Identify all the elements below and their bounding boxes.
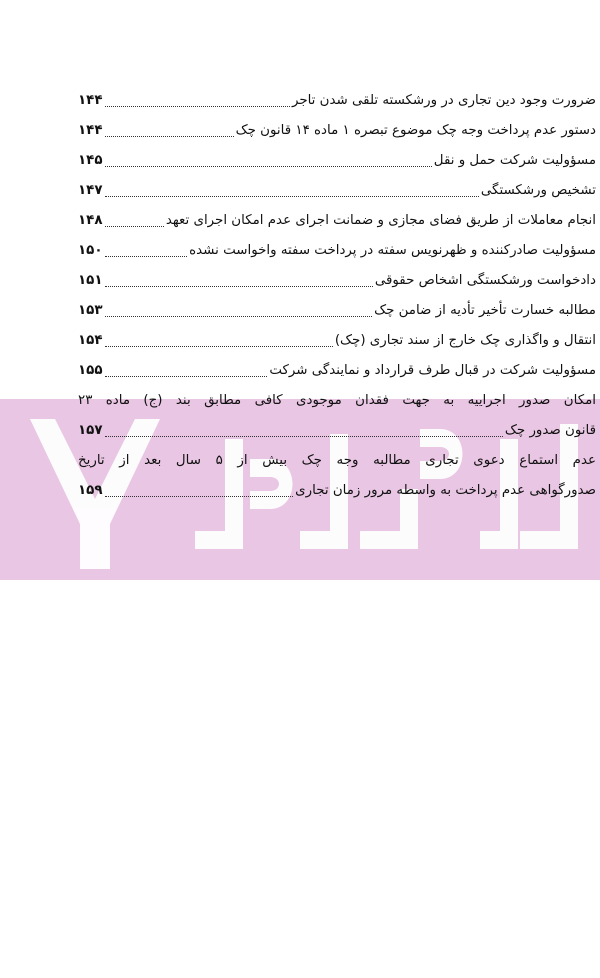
dot-leader	[105, 496, 294, 497]
toc-entry-page: ۱۴۷	[78, 183, 103, 198]
table-of-contents	[78, 86, 596, 506]
toc-entry	[78, 266, 596, 296]
dot-leader	[105, 226, 164, 227]
dot-leader	[105, 136, 234, 137]
toc-entry-title: انجام معاملات از طریق فضای مجازی و ضمانت اجرای عدم امکان اجرای تعهد	[165, 213, 596, 228]
toc-entry-title: ضرورت وجود دین تجاری در ورشکسته تلقی شدن تاجر	[291, 93, 596, 108]
toc-entry-page: ۱۵۳	[78, 303, 103, 318]
dot-leader	[105, 346, 333, 347]
dot-leader	[105, 286, 373, 287]
dot-leader	[105, 196, 479, 197]
toc-entry	[78, 416, 596, 446]
toc-entry-page: ۱۵۴	[78, 333, 103, 348]
toc-entry	[78, 176, 596, 206]
toc-entry-title: مسؤولیت شرکت حمل و نقل	[433, 153, 596, 168]
dot-leader	[105, 376, 268, 377]
toc-entry-title-line: عدم استماع دعوی تجاری مطالبه وجه چک بیش از ۵ سال بعد از تاریخ	[78, 453, 596, 468]
toc-entry	[78, 476, 596, 506]
dot-leader	[105, 166, 432, 167]
toc-entry	[78, 146, 596, 176]
toc-entry	[78, 206, 596, 236]
toc-entry	[78, 356, 596, 386]
toc-entry-title: مسؤولیت صادرکننده و ظهرنویس سفته در پرداخت سفته واخواست نشده	[189, 243, 596, 258]
toc-entry-page: ۱۵۹	[78, 483, 103, 498]
toc-entry	[78, 326, 596, 356]
toc-entry-page: ۱۵۱	[78, 273, 103, 288]
toc-entry	[78, 116, 596, 146]
toc-entry-title: مطالبه خسارت تأخیر تأدیه از ضامن چک	[374, 303, 596, 318]
dot-leader	[105, 316, 373, 317]
toc-entry	[78, 296, 596, 326]
toc-entry	[78, 236, 596, 266]
dot-leader	[105, 256, 188, 257]
toc-entry-page: ۱۴۴	[78, 93, 103, 108]
toc-entry-title: صدورگواهی عدم پرداخت به واسطه مرور زمان تجاری	[295, 483, 596, 498]
toc-entry-title: دستور عدم پرداخت وجه چک موضوع تبصره ۱ ماده ۱۴ قانون چک	[235, 123, 596, 138]
dot-leader	[105, 436, 503, 437]
toc-entry-title-line: امکان صدور اجراییه به جهت فقدان موجودی کافی مطابق بند (ج) ماده ۲۳	[78, 393, 596, 408]
toc-entry	[78, 86, 596, 116]
toc-entry-title: تشخیص ورشکستگی	[480, 183, 596, 198]
toc-entry-page: ۱۵۷	[78, 423, 103, 438]
toc-entry-page: ۱۵۰	[78, 243, 103, 258]
toc-entry-title: مسؤولیت شرکت در قبال طرف قرارداد و نمایندگی شرکت	[269, 363, 596, 378]
dot-leader	[105, 106, 290, 107]
toc-entry-title: قانون صدور چک	[504, 423, 596, 438]
toc-entry-page: ۱۴۸	[78, 213, 103, 228]
toc-entry-title: دادخواست ورشکستگی اشخاص حقوقی	[374, 273, 596, 288]
toc-entry-page: ۱۵۵	[78, 363, 103, 378]
toc-entry-title: انتقال و واگذاری چک خارج از سند تجاری (چک)	[334, 333, 596, 348]
toc-entry-page: ۱۴۵	[78, 153, 103, 168]
toc-entry-page: ۱۴۴	[78, 123, 103, 138]
